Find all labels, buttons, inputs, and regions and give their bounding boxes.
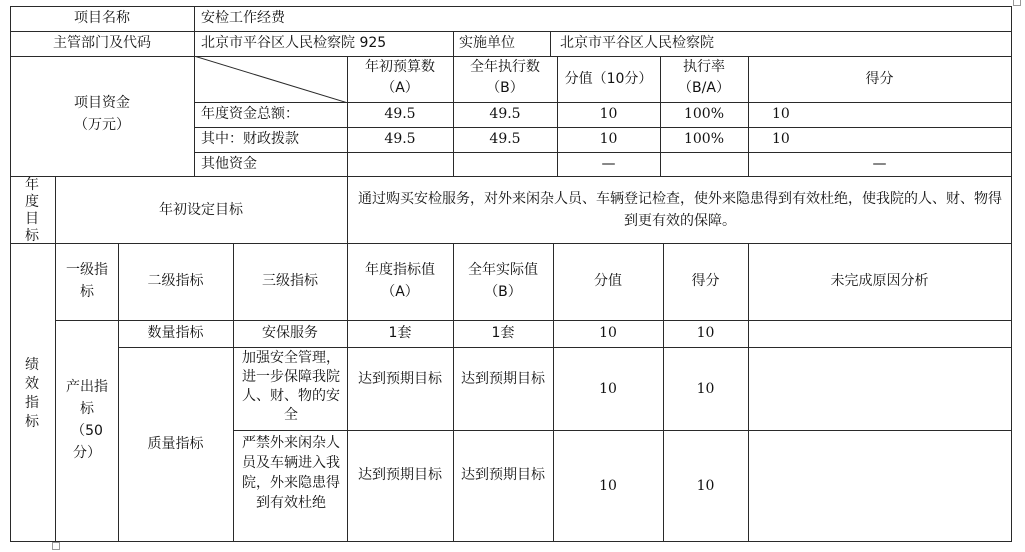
perf-header-reason: 未完成原因分析 (830, 273, 929, 289)
page-corner-mark (52, 542, 60, 550)
funds-row-score: 10 (599, 106, 618, 122)
perf-row-a: 1套 (388, 325, 412, 341)
funds-label: 项目资金 （万元） (74, 95, 130, 133)
funds-row-name: 其中：财政拨款 (201, 131, 299, 147)
funds-row-name: 其他资金 (201, 156, 257, 172)
perf-row-got: 10 (696, 478, 715, 494)
perf-header-got: 得分 (691, 273, 720, 289)
perf-row-a: 达到预期目标 (358, 467, 442, 483)
goal-side-label: 年度目标 (25, 177, 39, 244)
perf-row-l2: 数量指标 (147, 325, 204, 341)
perf-row-got: 10 (696, 325, 715, 341)
perf-row-a: 达到预期目标 (358, 371, 442, 387)
goal-text: 通过购买安检服务，对外来闲杂人员、车辆登记检查，使外来隐患得到有效杜绝，使我院的人、财、物得到更有效的保障。 (358, 191, 1002, 229)
dept-label: 主管部门及代码 (53, 35, 151, 51)
perf-row-got: 10 (696, 381, 715, 397)
perf-row-score: 10 (599, 478, 617, 494)
perf-side-label: 绩效指标 (25, 357, 39, 430)
funds-row-score: 10 (599, 131, 618, 147)
funds-row-rate: 100% (683, 106, 725, 122)
funds-header-b: 全年执行数 （B） (470, 59, 540, 96)
perf-header-a: 年度指标值 （A） (365, 262, 435, 300)
funds-header-got: 得分 (865, 71, 894, 87)
perf-row-b: 达到预期目标 (461, 467, 545, 483)
perf-row-score: 10 (599, 325, 617, 341)
perf-header-b: 全年实际值 （B） (468, 262, 538, 300)
perf-row-l3: 严禁外来闲杂人员及车辆进入我院，外来隐患得到有效杜绝 (242, 435, 340, 511)
funds-row-b: 49.5 (489, 131, 521, 147)
perf-row-l3: 加强安全管理，进一步保障我院人、财、物的安全 (242, 350, 340, 423)
perf-header-l2: 二级指标 (147, 273, 204, 289)
project-name-label: 项目名称 (74, 10, 130, 26)
perf-header-score: 分值 (594, 273, 622, 289)
perf-level1: 产出指标（50分） (66, 379, 108, 461)
perf-row-l2: 质量指标 (147, 436, 204, 452)
goal-label: 年初设定目标 (159, 202, 243, 218)
funds-row-score: — (601, 156, 616, 172)
funds-row-got: — (872, 156, 887, 172)
perf-row-b: 1套 (491, 325, 515, 341)
funds-header-score: 分值（10分） (564, 71, 653, 87)
funds-row-name: 年度资金总额： (201, 106, 299, 122)
perf-header-l3: 三级指标 (262, 273, 318, 289)
funds-row-a: 49.5 (384, 131, 416, 147)
perf-row-b: 达到预期目标 (461, 371, 545, 387)
header-diagonal (194, 56, 348, 103)
perf-row-l3: 安保服务 (262, 325, 318, 341)
impl-unit-value: 北京市平谷区人民检察院 (560, 35, 714, 51)
funds-header-a: 年初预算数 （A） (365, 59, 435, 96)
perf-row-score: 10 (599, 381, 617, 397)
funds-row-got: 10 (772, 106, 790, 122)
impl-unit-label: 实施单位 (459, 35, 515, 51)
funds-row-a: 49.5 (384, 106, 416, 122)
funds-header-rate: 执行率 （B/A） (678, 59, 730, 96)
project-name-value: 安检工作经费 (201, 10, 285, 26)
perf-header-l1: 一级指标 (66, 262, 108, 300)
funds-row-b: 49.5 (489, 106, 521, 122)
funds-row-rate: 100% (683, 131, 725, 147)
dept-value: 北京市平谷区人民检察院 925 (201, 35, 387, 51)
funds-row-got: 10 (772, 131, 790, 147)
page-corner-mark (1013, 0, 1021, 6)
